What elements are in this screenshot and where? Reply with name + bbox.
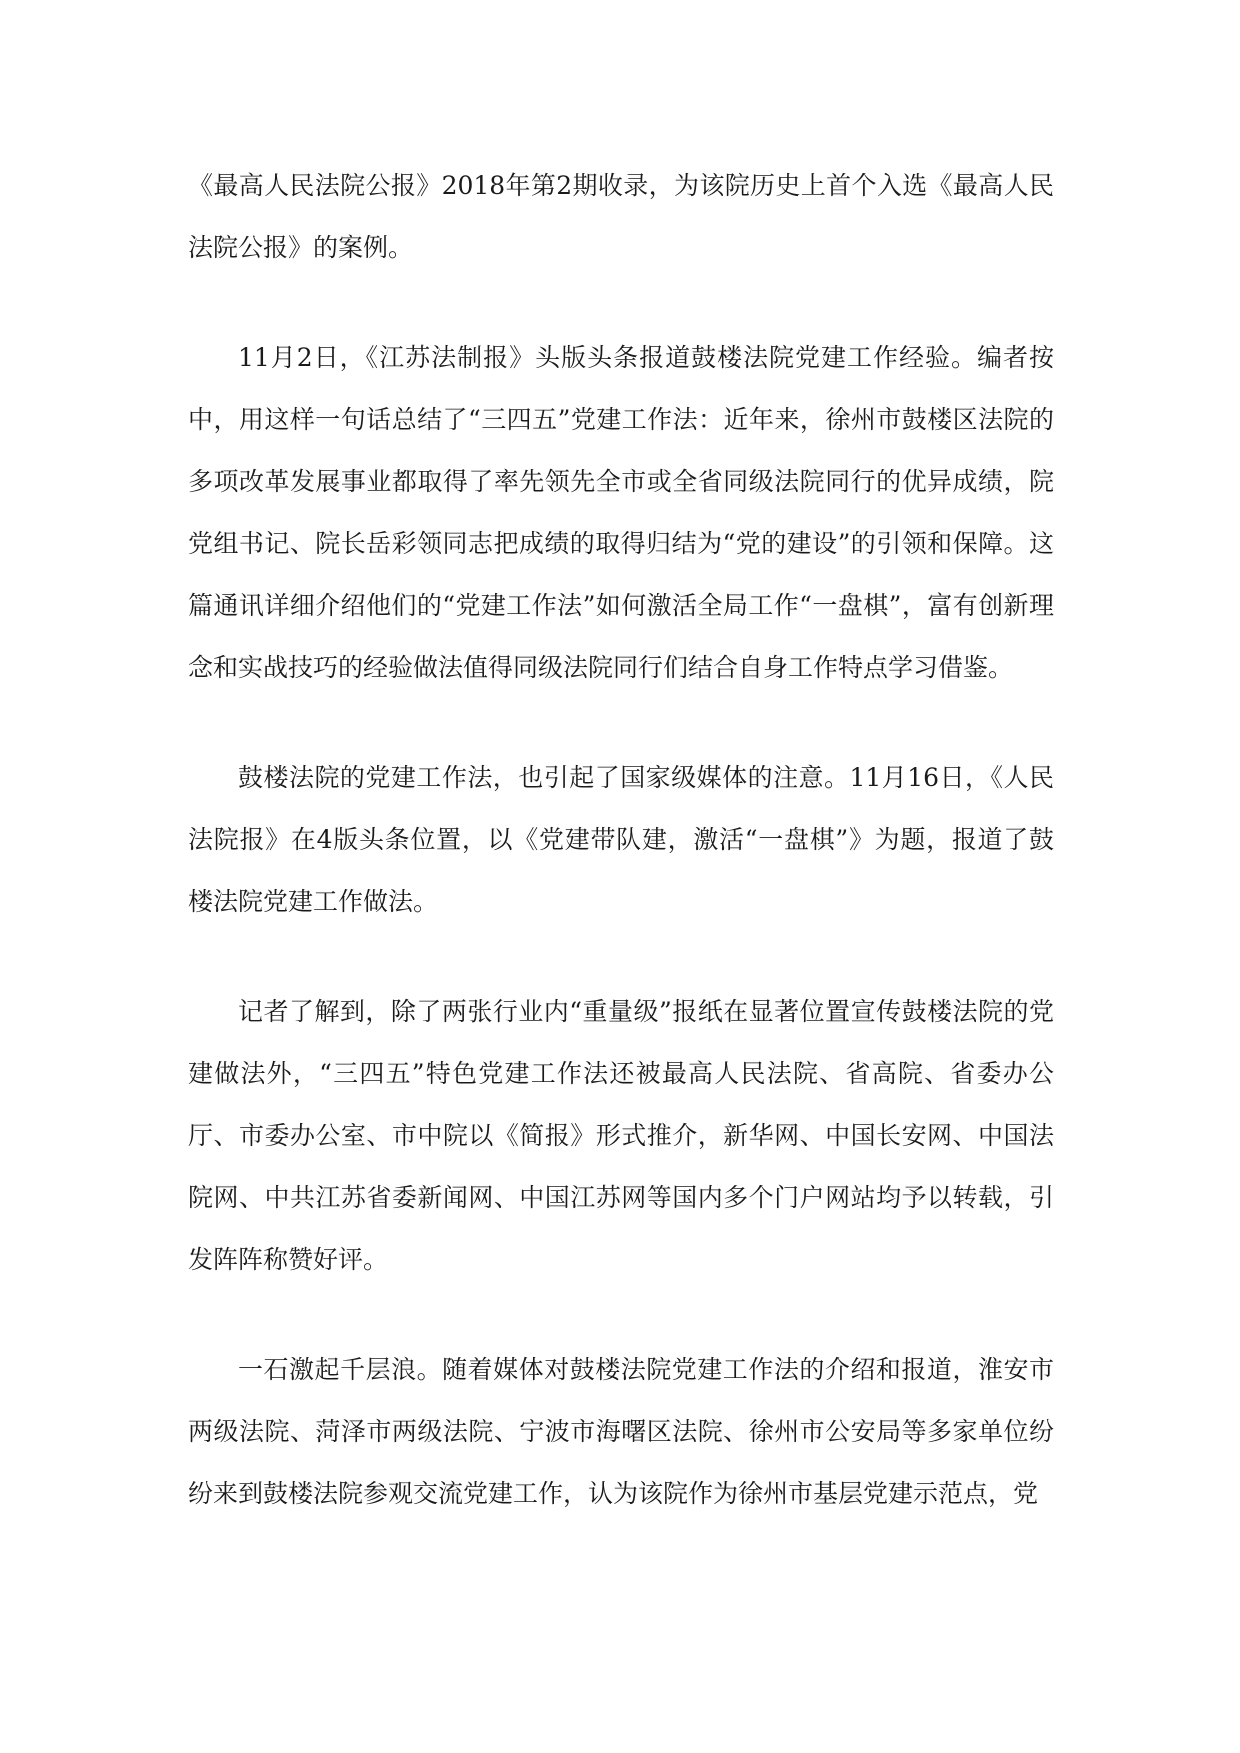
paragraph-1: 《最高人民法院公报》2018年第2期收录，为该院历史上首个入选《最高人民法院公报》的案例。	[188, 171, 1054, 262]
paragraph-2: 11月2日，《江苏法制报》头版头条报道鼓楼法院党建工作经验。编者按中，用这样一句话总结了“三四五”党建工作法：近年来，徐州市鼓楼区法院的多项改革发展事业都取得了率先领先全市或全省同级法院同行的优异成绩，院党组书记、院长岳彩领同志把成绩的取得归结为“党的建设”的引领和保障。这篇通讯详细介绍他们的“党建工作法”如何激活全局工作“一盘棋”，富有创新理念和实战技巧的经验做法值得同级法院同行们结合自身工作特点学习借鉴。	[188, 343, 1054, 682]
paragraph-3: 鼓楼法院的党建工作法，也引起了国家级媒体的注意。11月16日，《人民法院报》在4版头条位置，以《党建带队建，激活“一盘棋”》为题，报道了鼓楼法院党建工作做法。	[188, 763, 1054, 916]
paragraph-4: 记者了解到，除了两张行业内“重量级”报纸在显著位置宣传鼓楼法院的党建做法外，“三四五”特色党建工作法还被最高人民法院、省高院、省委办公厅、市委办公室、市中院以《简报》形式推介，新华网、中国长安网、中国法院网、中共江苏省委新闻网、中国江苏网等国内多个门户网站均予以转载，引发阵阵称赞好评。	[188, 997, 1054, 1274]
paragraph-5: 一石激起千层浪。随着媒体对鼓楼法院党建工作法的介绍和报道，淮安市两级法院、菏泽市两级法院、宁波市海曙区法院、徐州市公安局等多家单位纷纷来到鼓楼法院参观交流党建工作，认为该院作为徐州市基层党建示范点，党	[188, 1355, 1054, 1508]
body-text	[188, 155, 1054, 1573]
